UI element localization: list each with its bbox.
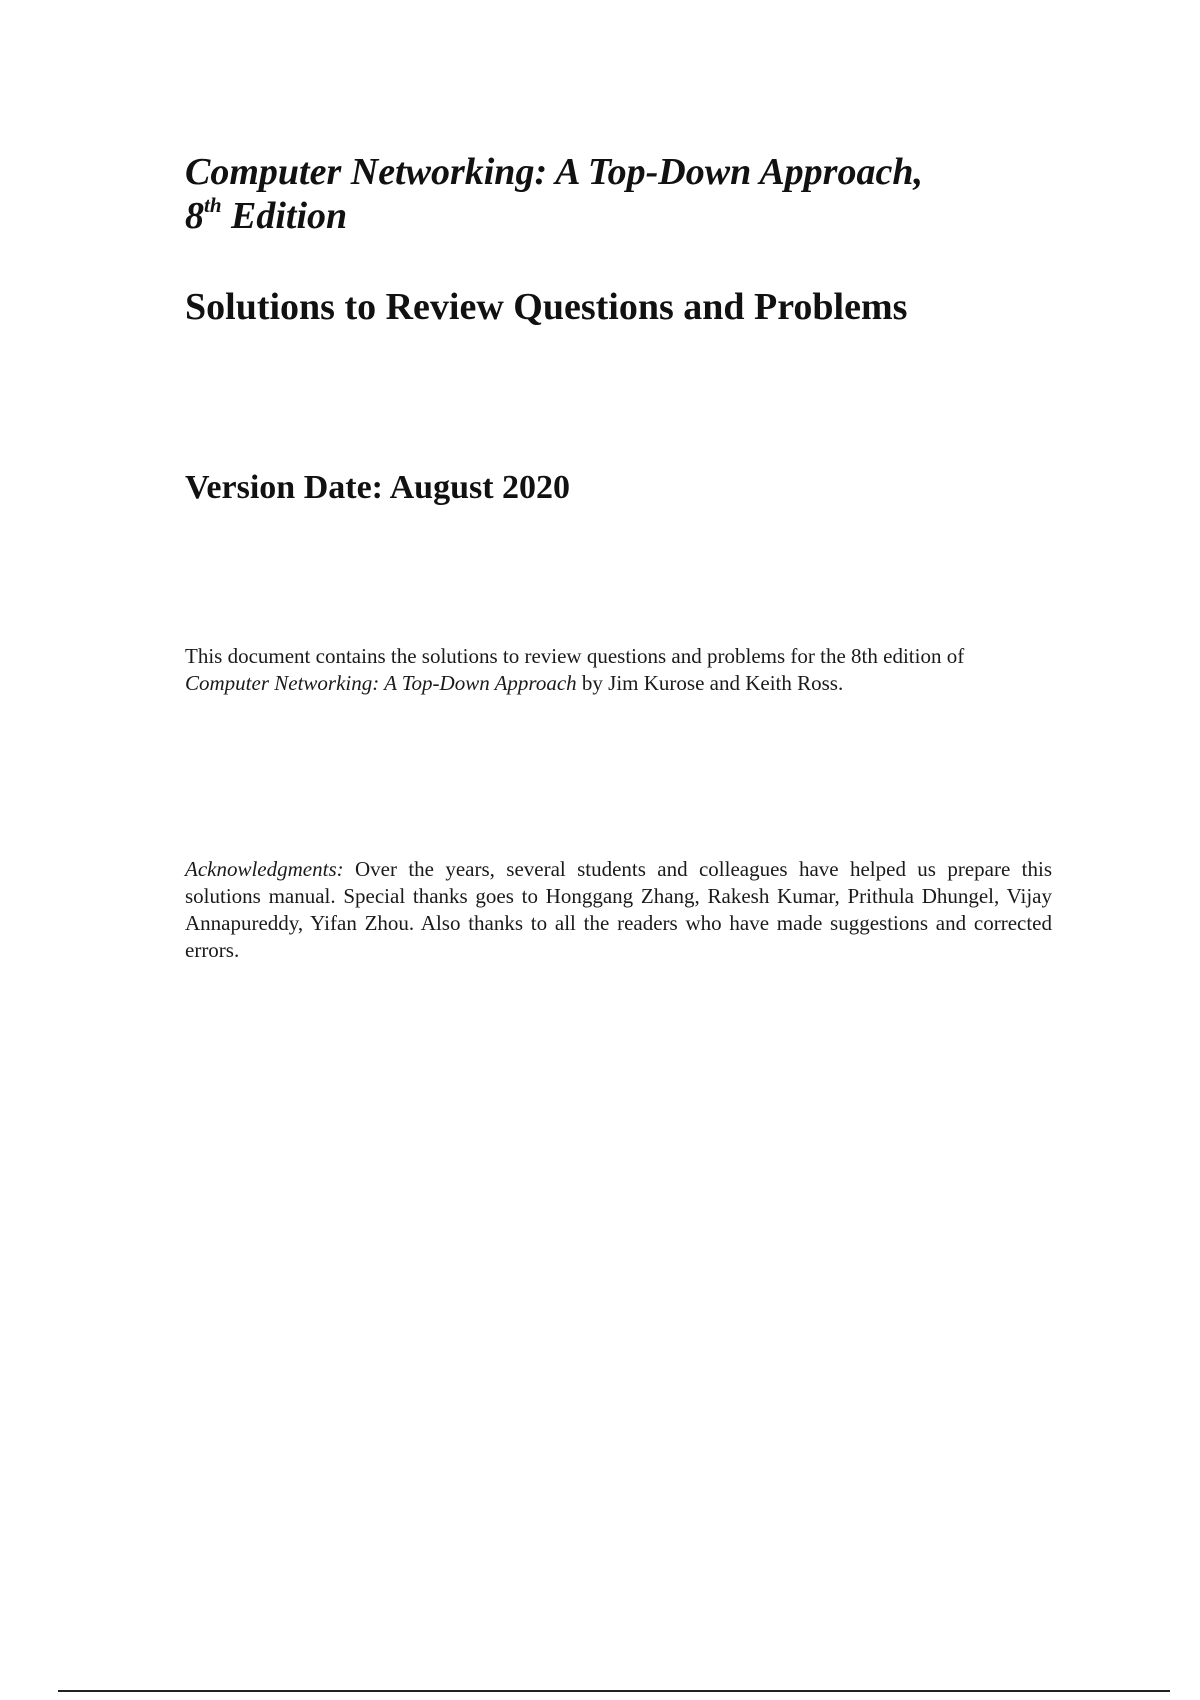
document-subtitle: Solutions to Review Questions and Problems (185, 286, 908, 328)
version-date: Version Date: August 2020 (185, 469, 571, 506)
acknowledgments-label: Acknowledgments: (185, 857, 344, 881)
title-edition-superscript: th (204, 193, 222, 218)
acknowledgments-paragraph (185, 856, 1052, 964)
description-book-title: Computer Networking: A Top-Down Approach (185, 671, 577, 695)
title-edition-word: Edition (221, 195, 348, 237)
description-paragraph (185, 643, 1052, 697)
title-main: Computer Networking: A Top-Down Approach, (185, 151, 923, 193)
acknowledgments-text: Over the years, several students and colleagues have helped us prepare this solutions manual. Special thanks goes to Honggang Zhang, Rakesh Kumar, Prithula Dhungel, Vijay Annapureddy, Yifan Zhou. Also thanks to all the readers who have made suggestions and corrected errors. (185, 857, 1052, 962)
description-intro: This document contains the solutions to review questions and problems for the 8th edition of (185, 644, 965, 668)
document-title (185, 150, 1085, 238)
title-edition-number: 8 (185, 195, 204, 237)
description-authors: by Jim Kurose and Keith Ross. (576, 671, 844, 695)
page-bottom-divider (58, 1690, 1170, 1692)
